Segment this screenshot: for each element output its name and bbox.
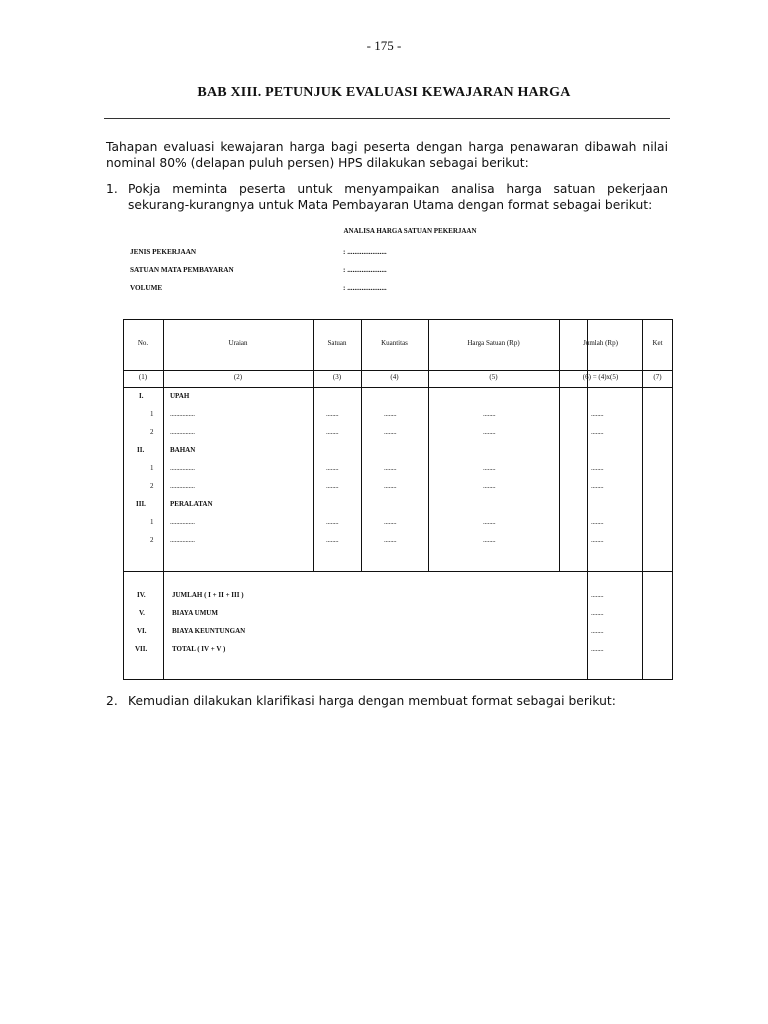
column-number: (6) = (4)x(5) bbox=[582, 373, 619, 381]
column-divider bbox=[559, 319, 560, 571]
list-item-2 bbox=[106, 693, 668, 711]
field-value-satuan-mata-pembayaran: : ...................... bbox=[343, 266, 387, 274]
harga-placeholder: ........ bbox=[483, 428, 496, 436]
header-ket: Ket bbox=[652, 339, 663, 347]
group-roman: I. bbox=[139, 392, 144, 400]
kuantitas-placeholder: ........ bbox=[384, 482, 397, 490]
row-number: 2 bbox=[150, 536, 154, 544]
field-value-jenis-pekerjaan: : ...................... bbox=[343, 248, 387, 256]
row-number: 1 bbox=[150, 464, 154, 472]
row-number: 2 bbox=[150, 428, 154, 436]
row-number: 1 bbox=[150, 518, 154, 526]
intro-paragraph: Tahapan evaluasi kewajaran harga bagi peserta dengan harga penawaran dibawah nilai nominal 80% (delapan puluh persen) HPS dilakukan sebagai berikut: bbox=[106, 140, 668, 170]
header-kuantitas: Kuantitas bbox=[381, 339, 408, 347]
row-number: 2 bbox=[150, 482, 154, 490]
summary-value-placeholder: ........ bbox=[591, 645, 604, 653]
column-divider bbox=[313, 319, 314, 571]
column-number: (4) bbox=[390, 373, 399, 381]
column-number: (3) bbox=[332, 373, 342, 381]
kuantitas-placeholder: ........ bbox=[384, 428, 397, 436]
column-divider bbox=[361, 319, 362, 571]
satuan-placeholder: ........ bbox=[326, 428, 339, 436]
column-number: (5) bbox=[489, 373, 498, 381]
summary-label-biaya-umum: BIAYA UMUM bbox=[172, 609, 218, 617]
field-label-jenis-pekerjaan: JENIS PEKERJAAN bbox=[130, 248, 197, 256]
satuan-placeholder: ........ bbox=[326, 536, 339, 544]
satuan-placeholder: ........ bbox=[326, 410, 339, 418]
summary-roman: IV. bbox=[137, 591, 146, 599]
summary-label-jumlah: JUMLAH ( I + II + III ) bbox=[172, 591, 244, 599]
summary-label-total: TOTAL ( IV + V ) bbox=[172, 645, 226, 653]
summary-label-biaya-keuntungan: BIAYA KEUNTUNGAN bbox=[172, 627, 246, 635]
header-no: No. bbox=[137, 339, 149, 347]
header-divider bbox=[123, 370, 673, 371]
summary-roman: V. bbox=[139, 609, 145, 617]
field-label-volume: VOLUME bbox=[130, 284, 163, 292]
satuan-placeholder: ........ bbox=[326, 464, 339, 472]
uraian-placeholder: ................ bbox=[170, 482, 195, 490]
kuantitas-placeholder: ........ bbox=[384, 518, 397, 526]
chapter-title: BAB XIII. PETUNJUK EVALUASI KEWAJARAN HARGA bbox=[197, 85, 571, 100]
list-item-number: 2. bbox=[106, 694, 118, 708]
jumlah-placeholder: ........ bbox=[591, 482, 604, 490]
header-jumlah: Jumlah (Rp) bbox=[583, 339, 618, 347]
harga-placeholder: ........ bbox=[483, 410, 496, 418]
uraian-placeholder: ................ bbox=[170, 536, 195, 544]
jumlah-placeholder: ........ bbox=[591, 518, 604, 526]
summary-roman: VII. bbox=[135, 645, 148, 653]
title-rule bbox=[104, 118, 670, 119]
row-number: 1 bbox=[150, 410, 154, 418]
jumlah-placeholder: ........ bbox=[591, 410, 604, 418]
harga-placeholder: ........ bbox=[483, 464, 496, 472]
column-number: (2) bbox=[233, 373, 243, 381]
uraian-placeholder: ................ bbox=[170, 464, 195, 472]
column-number-divider bbox=[123, 387, 673, 388]
column-number: (7) bbox=[653, 373, 662, 381]
kuantitas-placeholder: ........ bbox=[384, 410, 397, 418]
field-label-satuan-mata-pembayaran: SATUAN MATA PEMBAYARAN bbox=[130, 266, 234, 274]
kuantitas-placeholder: ........ bbox=[384, 464, 397, 472]
list-item-text: Kemudian dilakukan klarifikasi harga dengan membuat format sebagai berikut: bbox=[128, 694, 616, 708]
group-label-upah: UPAH bbox=[170, 392, 190, 400]
uraian-placeholder: ................ bbox=[170, 428, 195, 436]
field-value-volume: : ...................... bbox=[343, 284, 387, 292]
uraian-placeholder: ................ bbox=[170, 410, 195, 418]
summary-value-placeholder: ........ bbox=[591, 609, 604, 617]
jumlah-placeholder: ........ bbox=[591, 464, 604, 472]
summary-divider bbox=[123, 571, 673, 572]
header-harga-satuan: Harga Satuan (Rp) bbox=[467, 339, 520, 347]
jumlah-placeholder: ........ bbox=[591, 428, 604, 436]
jumlah-placeholder: ........ bbox=[591, 536, 604, 544]
list-item-1 bbox=[106, 181, 668, 215]
harga-placeholder: ........ bbox=[483, 536, 496, 544]
list-item-number: 1. bbox=[106, 182, 118, 196]
satuan-placeholder: ........ bbox=[326, 482, 339, 490]
summary-value-placeholder: ........ bbox=[591, 591, 604, 599]
kuantitas-placeholder: ........ bbox=[384, 536, 397, 544]
column-divider bbox=[428, 319, 429, 571]
uraian-placeholder: ................ bbox=[170, 518, 195, 526]
summary-roman: VI. bbox=[137, 627, 147, 635]
harga-placeholder: ........ bbox=[483, 518, 496, 526]
header-uraian: Uraian bbox=[228, 339, 248, 347]
group-label-peralatan: PERALATAN bbox=[170, 500, 213, 508]
header-satuan: Satuan bbox=[327, 339, 347, 347]
summary-value-placeholder: ........ bbox=[591, 627, 604, 635]
group-roman: II. bbox=[137, 446, 145, 454]
group-roman: III. bbox=[136, 500, 146, 508]
list-item-text: Pokja meminta peserta untuk menyampaikan analisa harga satuan pekerjaan sekurang-kurangnya untuk Mata Pembayaran Utama dengan format sebagai berikut: bbox=[128, 182, 668, 212]
page-number: - 175 - bbox=[366, 38, 402, 53]
analysis-title: ANALISA HARGA SATUAN PEKERJAAN bbox=[343, 227, 477, 235]
column-number: (1) bbox=[138, 373, 148, 381]
group-label-bahan: BAHAN bbox=[170, 446, 196, 454]
harga-placeholder: ........ bbox=[483, 482, 496, 490]
satuan-placeholder: ........ bbox=[326, 518, 339, 526]
